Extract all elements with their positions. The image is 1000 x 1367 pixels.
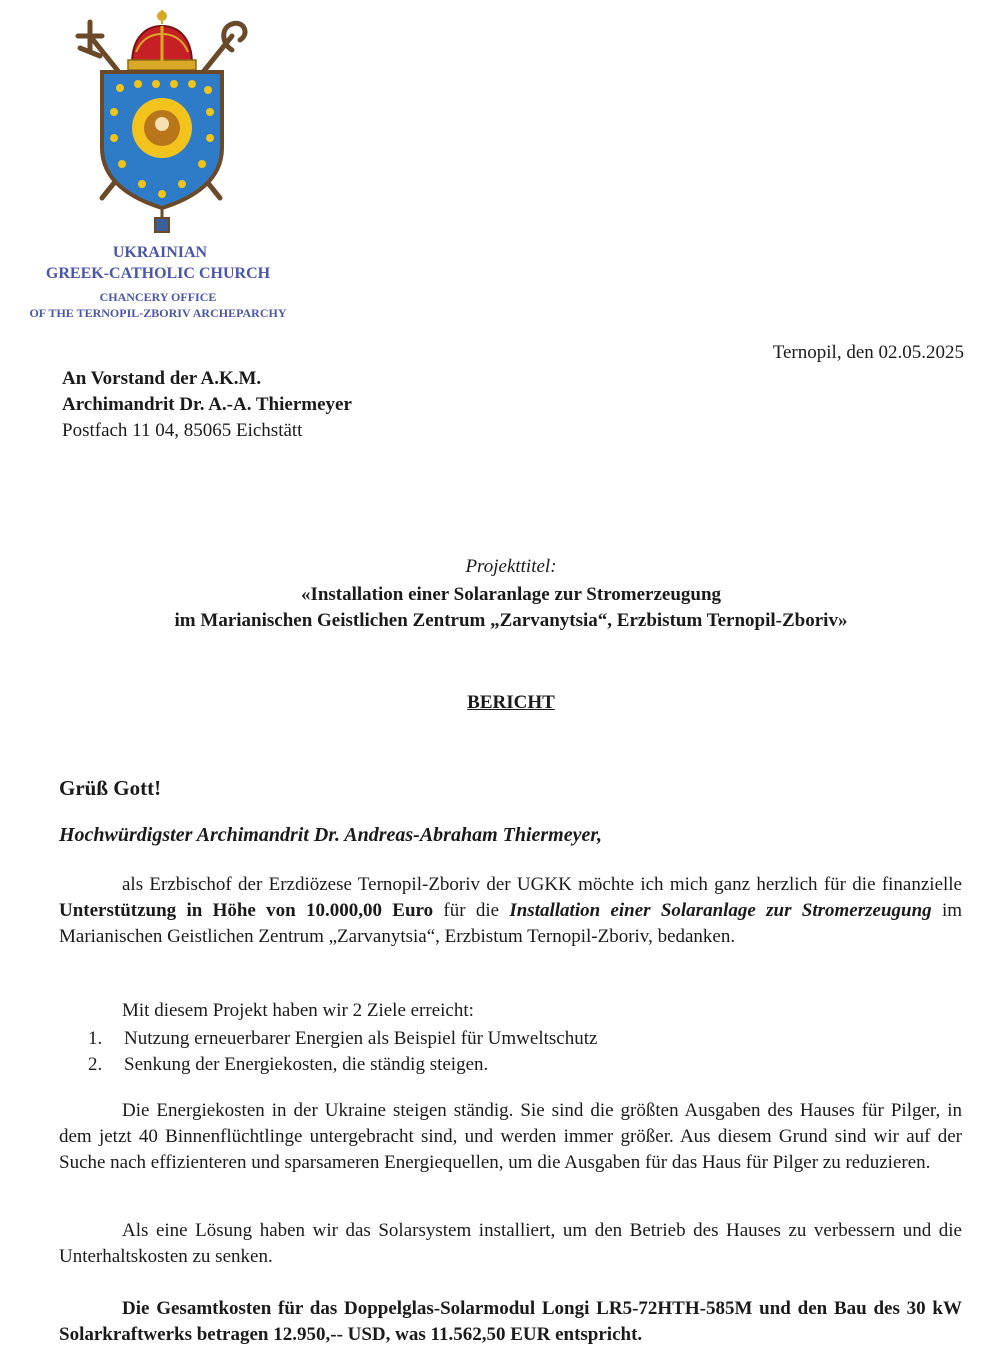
project-title-line-1: «Installation einer Solaranlage zur Stromerzeugung [300,584,722,605]
paragraph-1-part-3: im Marianischen Geistlichen Zentrum „Zarvanytsia“, Erzbistum Ternopil-Zboriv, bedanken. [59,900,962,947]
list-item [88,1052,597,1078]
paragraph-2: Die Energiekosten in der Ukraine steigen ständig. Sie sind die größten Ausgaben des Hauses für Pilger, in dem jetzt 40 Binnenflüchtlinge untergebracht sind, und werden immer größer. Aus diesem Grund sind wir auf der Suche nach effizienteren und sparsameren Energiequellen, um die Ausgaben für das Haus für Pilger zu reduzieren. [59,1100,962,1173]
paragraph-4: Die Gesamtkosten für das Doppelglas-Solarmodul Longi LR5-72HTH-585M und den Bau des 30 kW Solarkraftwerks betragen 12.950,-- USD, was 11.562,50 EUR entspricht. [59,1298,962,1345]
paragraph-1 [59,872,962,950]
letterhead-line-1: UKRAINIAN [112,244,208,261]
report-heading: BERICHT [467,692,555,713]
goals-list [88,1026,597,1078]
paragraph-1-part-1: als Erzbischof der Erzdiözese Ternopil-Zboriv der UGKK möchte ich mich ganz herzlich für die finanzielle [122,874,962,895]
recipient-line-2: Archimandrit Dr. A.-A. Thiermeyer [62,394,352,415]
project-emphasis: Installation einer Solaranlage zur Stromerzeugung [509,900,932,921]
list-item-number: 1. [88,1028,103,1049]
coat-of-arms-icon [72,8,252,240]
list-item-text: Nutzung erneuerbarer Energien als Beispiel für Umweltschutz [124,1028,598,1049]
list-item-text: Senkung der Energiekosten, die ständig steigen. [124,1054,489,1075]
salutation: Hochwürdigster Archimandrit Dr. Andreas-Abraham Thiermeyer, [59,824,603,846]
goals-intro: Mit diesem Projekt haben wir 2 Ziele erreicht: [122,1000,474,1021]
list-item-number: 2. [88,1054,103,1075]
paragraph-1-part-2: für die [433,900,510,921]
letter-date: Ternopil, den 02.05.2025 [772,342,964,363]
letterhead-line-3: CHANCERY OFFICE [99,290,217,304]
recipient-line-3: Postfach 11 04, 85065 Eichstätt [62,420,303,441]
recipient-line-1: An Vorstand der A.K.M. [62,368,262,389]
greeting: Grüß Gott! [59,776,162,800]
recipient-block [62,366,352,444]
paragraph-3: Als eine Lösung haben wir das Solarsystem installiert, um den Betrieb des Hauses zu verbessern und die Unterhaltskosten zu senken. [59,1220,962,1267]
funding-amount: Unterstützung in Höhe von 10.000,00 Euro [59,900,434,921]
letterhead-line-4: OF THE TERNOPIL-ZBORIV ARCHEPARCHY [29,306,287,320]
project-label: Projekttitel: [465,556,557,577]
project-title-line-2: im Marianischen Geistlichen Zentrum „Zarvanytsia“, Erzbistum Ternopil-Zboriv» [174,610,848,631]
letterhead-line-2: GREEK-CATHOLIC CHURCH [45,265,271,282]
list-item [88,1026,597,1052]
